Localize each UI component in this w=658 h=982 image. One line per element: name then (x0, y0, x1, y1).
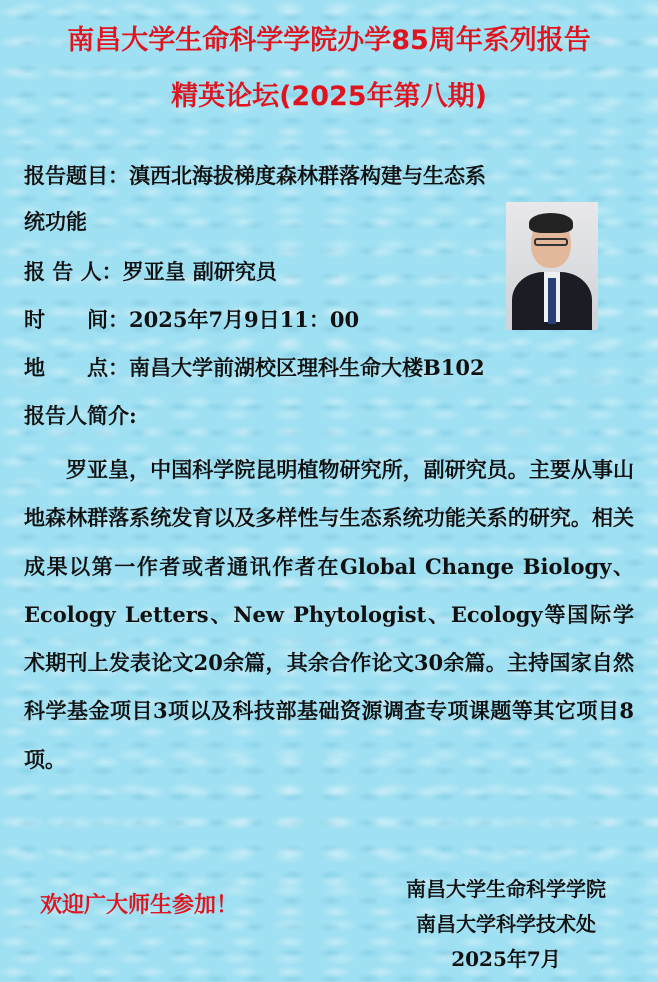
intro-heading: 报告人简介: (24, 403, 137, 428)
speaker-value: 罗亚皇 副研究员 (122, 259, 277, 284)
intro-paragraph: 罗亚皇，中国科学院昆明植物研究所，副研究员。主要从事山地森林群落系统发育以及多样性与生态系统功能关系的研究。相关成果以第一作者或者通讯作者在Global Change Biology、Ecology Letters、New Phytologist、Ecology等国际学术期刊上发表论文20余篇，其余合作论文30余篇。主持国家自然科学基金项目3项以及科技部基础资源调查专项课题等其它项目8项。 (24, 457, 634, 772)
speaker-row (24, 257, 277, 287)
report-title-row (24, 161, 486, 191)
poster-date: 2025年7月 (451, 947, 561, 971)
time-value: 2025年7月9日11：00 (129, 307, 360, 332)
time-label: 时 间： (24, 307, 129, 332)
poster-title-line1: 南昌大学生命科学学院办学85周年系列报告 (67, 25, 591, 56)
speaker-label: 报 告 人： (24, 259, 123, 284)
organizer-1: 南昌大学生命科学学院 (406, 877, 606, 901)
photo-tie (548, 278, 556, 324)
organizer-2: 南昌大学科学技术处 (416, 912, 596, 936)
photo-hair (529, 213, 573, 233)
photo-glasses (534, 238, 568, 246)
time-row (24, 305, 359, 335)
report-title-value: 滇西北海拔梯度森林群落构建与生态系 (129, 163, 486, 188)
place-row (24, 353, 485, 383)
welcome-text: 欢迎广大师生参加！ (40, 893, 239, 918)
report-title-continuation: 统功能 (24, 209, 87, 234)
place-value: 南昌大学前湖校区理科生命大楼B102 (129, 355, 485, 380)
speaker-photo (506, 202, 598, 330)
place-label: 地 点： (24, 355, 129, 380)
report-title-label: 报告题目： (24, 163, 129, 188)
poster-title-line2: 精英论坛(2025年第八期) (171, 81, 487, 112)
